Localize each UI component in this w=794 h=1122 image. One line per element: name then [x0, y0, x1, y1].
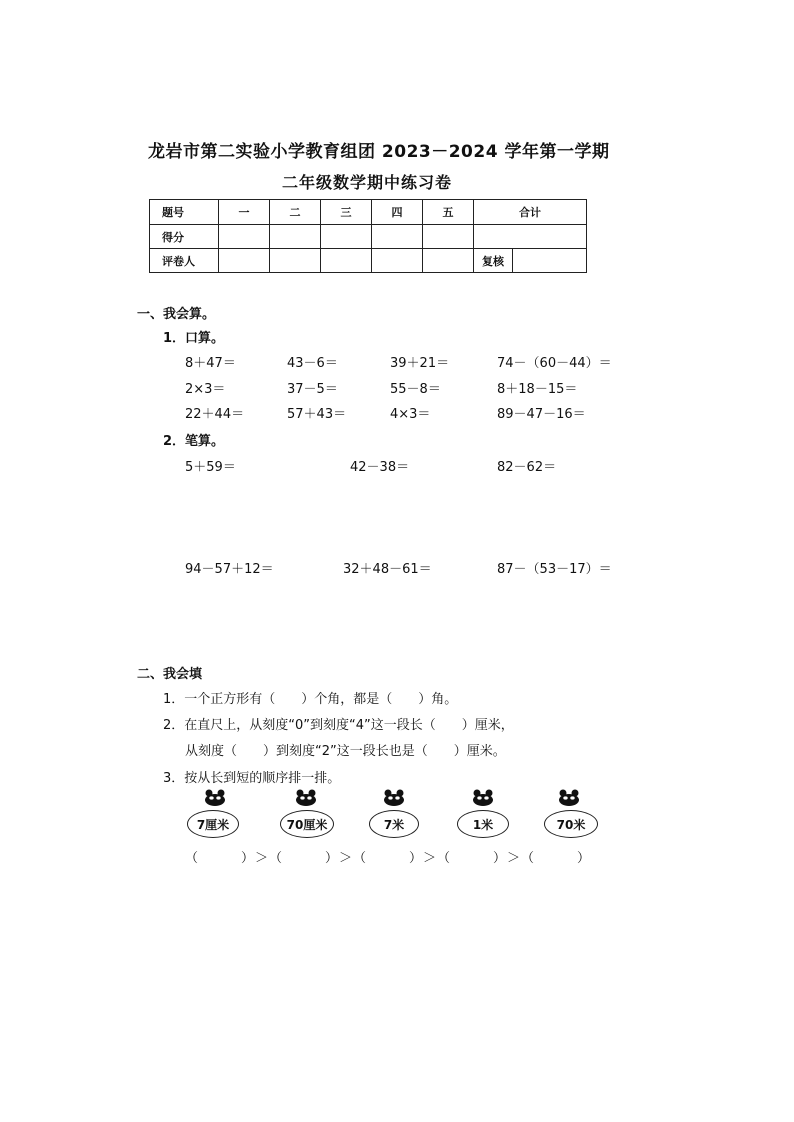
score-table [149, 199, 587, 273]
oral-problem: 2×3＝ [185, 382, 226, 397]
length-label-oval: 70厘米 [280, 810, 334, 838]
oral-problem: 74－（60－44）＝ [497, 356, 612, 371]
written-problem: 5＋59＝ [185, 460, 236, 475]
fill-question-3: 3．按从长到短的顺序排一排。 [163, 771, 341, 786]
length-label-oval: 7米 [369, 810, 419, 838]
written-problem: 82－62＝ [497, 460, 557, 475]
critter-icon [471, 788, 495, 806]
oral-problem: 39＋21＝ [390, 356, 450, 371]
score-input-cell[interactable] [423, 225, 474, 249]
score-table-header-row [150, 200, 587, 225]
exam-subtitle: 二年级数学期中练习卷 [282, 173, 453, 192]
score-input-cell[interactable] [321, 225, 372, 249]
score-total-cell[interactable] [474, 225, 587, 249]
critter-icon [203, 788, 227, 806]
grader-input-cell[interactable] [270, 249, 321, 273]
fill-question-2-line1: 2．在直尺上，从刻度“0”到刻度“4”这一段长（ ）厘米， [163, 718, 514, 733]
length-label-oval: 7厘米 [187, 810, 239, 838]
grader-input-cell[interactable] [372, 249, 423, 273]
written-problem: 32＋48－61＝ [343, 562, 432, 577]
fill-question-1: 1．一个正方形有（ ）个角，都是（ ）角。 [163, 692, 458, 707]
grader-input-cell[interactable] [423, 249, 474, 273]
length-label-oval: 1米 [457, 810, 509, 838]
score-cell-col2: 二 [270, 200, 321, 225]
exam-title: 龙岩市第二实验小学教育组团 2023－2024 学年第一学期 [148, 142, 610, 162]
written-problem: 87－（53－17）＝ [497, 562, 612, 577]
oral-problem: 57＋43＝ [287, 407, 347, 422]
oral-problem: 4×3＝ [390, 407, 431, 422]
written-problem: 94－57＋12＝ [185, 562, 274, 577]
fill-question-2-line2: 从刻度（ ）到刻度“2”这一段长也是（ ）厘米。 [185, 744, 506, 759]
oral-problem: 8＋18－15＝ [497, 382, 578, 397]
review-input-cell[interactable] [513, 249, 587, 273]
review-label: 复核 [474, 249, 513, 273]
oral-problem: 55－8＝ [390, 382, 441, 397]
oral-problem: 22＋44＝ [185, 407, 245, 422]
score-row [150, 225, 587, 249]
score-input-cell[interactable] [270, 225, 321, 249]
score-cell-col4: 四 [372, 200, 423, 225]
critter-icon [294, 788, 318, 806]
length-label-oval: 70米 [544, 810, 598, 838]
oral-problem: 43－6＝ [287, 356, 338, 371]
order-answer-blanks[interactable]: （ ）＞（ ）＞（ ）＞（ ）＞（ ） [185, 851, 592, 866]
critter-icon [382, 788, 406, 806]
section1-heading: 一、我会算。 [137, 307, 216, 322]
score-cell-label-number: 题号 [150, 200, 219, 225]
score-row-label: 得分 [150, 225, 219, 249]
score-cell-col1: 一 [219, 200, 270, 225]
score-input-cell[interactable] [219, 225, 270, 249]
oral-problem: 37－5＝ [287, 382, 338, 397]
score-cell-total: 合计 [474, 200, 587, 225]
score-cell-col5: 五 [423, 200, 474, 225]
grader-input-cell[interactable] [321, 249, 372, 273]
oral-problem: 89－47－16＝ [497, 407, 586, 422]
score-cell-col3: 三 [321, 200, 372, 225]
grader-row [150, 249, 587, 273]
score-input-cell[interactable] [372, 225, 423, 249]
written-problem: 42－38＝ [350, 460, 410, 475]
grader-input-cell[interactable] [219, 249, 270, 273]
oral-calc-title: 1．口算。 [163, 331, 225, 346]
section2-heading: 二、我会填 [137, 667, 203, 682]
written-calc-title: 2．笔算。 [163, 434, 225, 449]
grader-row-label: 评卷人 [150, 249, 219, 273]
critter-icon [557, 788, 581, 806]
oral-problem: 8＋47＝ [185, 356, 236, 371]
